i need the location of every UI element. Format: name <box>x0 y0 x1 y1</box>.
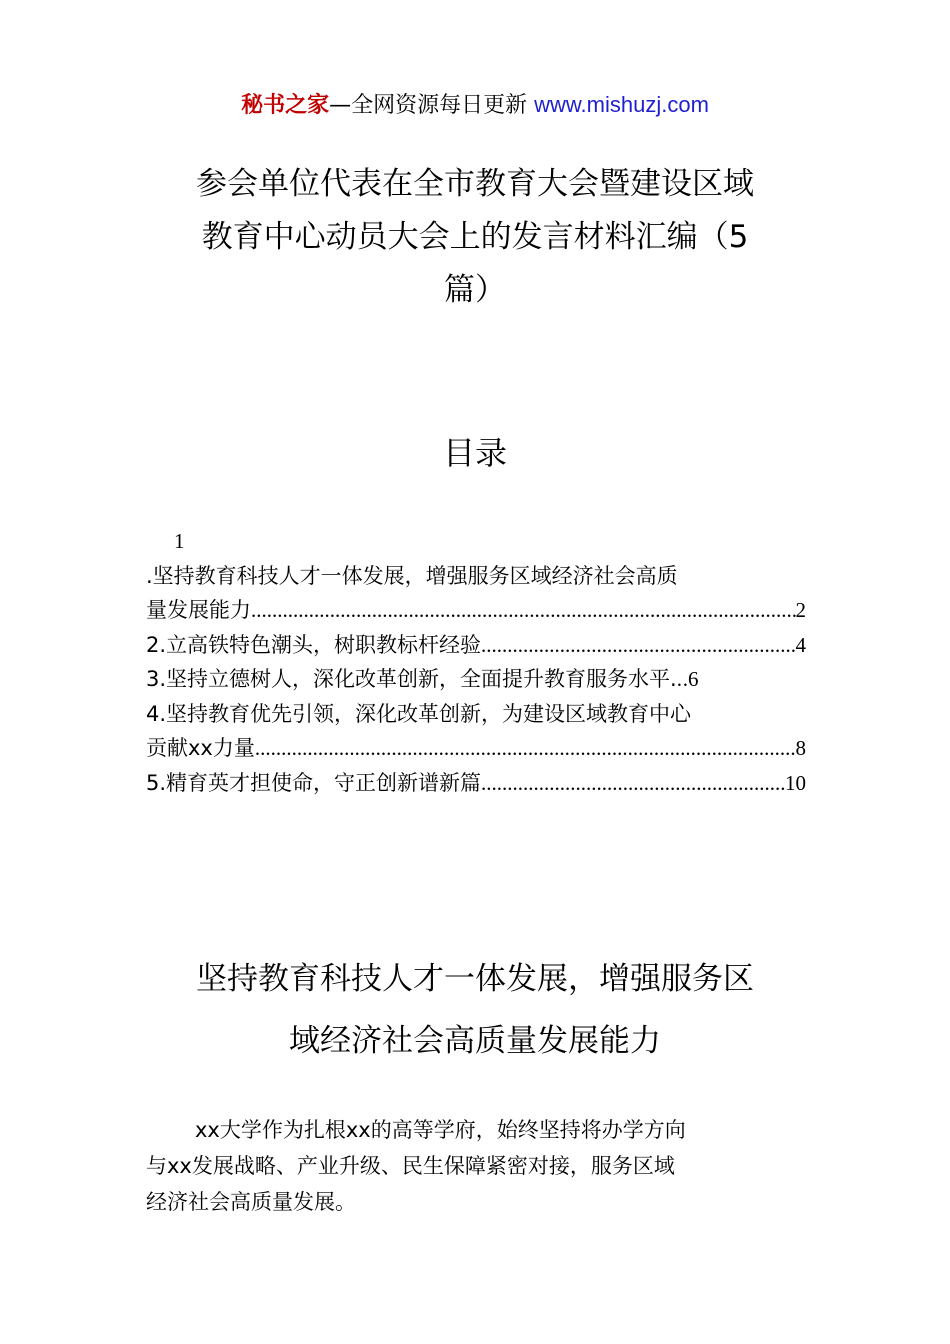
toc-leader-dots <box>251 593 796 628</box>
toc-item-text: 3.坚持立德树人，深化改革创新，全面提升教育服务水平. <box>146 667 677 691</box>
toc-item-text: 量发展能力 <box>146 598 251 622</box>
toc-page-number: 8 <box>795 736 806 760</box>
paragraph-line: 与xx发展战略、产业升级、民生保障紧密对接，服务区域 <box>146 1154 675 1178</box>
section-title-line: 坚持教育科技人才一体发展，增强服务区 <box>196 961 754 997</box>
toc-item[interactable] <box>146 559 806 628</box>
section-title-line: 域经济社会高质量发展能力 <box>289 1023 661 1059</box>
section-title <box>140 948 810 1072</box>
site-tagline: —全网资源每日更新 <box>329 93 528 118</box>
document-title <box>140 158 810 317</box>
toc-item-text: 5.精育英才担使命，守正创新谱新篇 <box>146 770 482 795</box>
site-url-link[interactable]: www.mishuzj.com <box>534 92 709 117</box>
table-of-contents <box>146 524 806 800</box>
toc-page-number: .6 <box>682 667 699 691</box>
toc-leader-dots <box>481 766 785 801</box>
toc-page-number: 2 <box>795 598 806 622</box>
toc-item[interactable] <box>146 766 806 801</box>
site-header <box>0 88 950 123</box>
toc-page-number: 4 <box>795 632 806 657</box>
title-line: 教育中心动员大会上的发言材料汇编（5 <box>201 219 749 255</box>
toc-item-text: .坚持教育科技人才一体发展，增强服务区域经济社会高质 <box>146 563 678 588</box>
toc-page-number: 10 <box>785 770 806 795</box>
toc-leader-dots <box>481 628 795 663</box>
paragraph-line: xx大学作为扎根xx的高等学府，始终坚持将办学方向 <box>195 1118 686 1142</box>
site-brand: 秘书之家 <box>241 93 330 118</box>
toc-item[interactable] <box>146 662 806 697</box>
toc-item[interactable] <box>146 697 806 766</box>
toc-item-text: 贡献xx力量 <box>146 736 255 760</box>
toc-item-number: 1 <box>174 529 185 553</box>
toc-leader-dots <box>255 731 796 766</box>
body-paragraph <box>146 1112 810 1220</box>
title-line: 篇） <box>444 272 506 308</box>
toc-heading: 目录 <box>442 434 507 472</box>
paragraph-line: 经济社会高质量发展。 <box>146 1190 356 1214</box>
title-line: 参会单位代表在全市教育大会暨建设区域 <box>196 166 754 202</box>
toc-item-text: 4.坚持教育优先引领，深化改革创新，为建设区域教育中心 <box>146 701 692 726</box>
toc-item-text: 2.立高铁特色潮头，树职教标杆经验 <box>146 632 482 657</box>
toc-item[interactable] <box>146 628 806 663</box>
